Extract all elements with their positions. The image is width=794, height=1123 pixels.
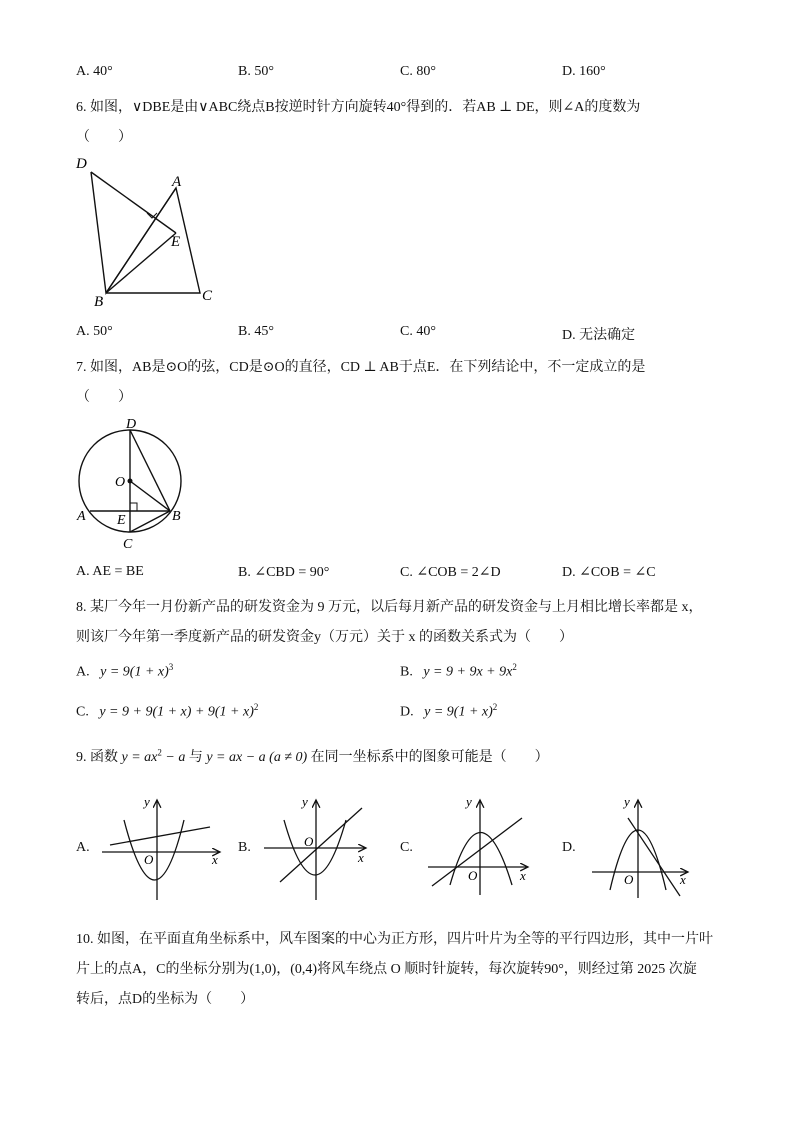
q8-option-b-exponent: 2	[512, 662, 517, 672]
q7-label-o: O	[115, 475, 126, 490]
q8-option-d-label: D.	[400, 704, 414, 720]
q9-graph-a-x-label: x	[212, 852, 218, 867]
q6-label-e: E	[171, 234, 181, 250]
q5-option-b: B. 50°	[238, 64, 274, 79]
q9-option-d-label: D.	[562, 840, 576, 855]
q9-function-1-exponent: 2	[157, 747, 162, 758]
q8-option-a	[76, 662, 173, 681]
q8-option-c	[76, 702, 258, 721]
q7-label-b: B	[172, 509, 181, 524]
q9-graph-b	[264, 800, 366, 900]
q9-option-b-label: B.	[238, 840, 251, 855]
q9-graph-b-x-label: x	[358, 850, 364, 865]
q6-label-d: D	[76, 156, 87, 172]
q9-stem-mid: 与	[188, 750, 203, 765]
q8-option-a-exponent: 3	[168, 662, 174, 672]
q6-option-d: D. 无法确定	[562, 328, 636, 343]
q10-stem-line1: 10. 如图，在平面直角坐标系中，风车图案的中心为正方形，四片叶片为全等的平行四边形，其中一片叶	[76, 932, 713, 947]
q9-option-c-label: C.	[400, 840, 413, 855]
q6-option-a: A. 50°	[76, 324, 113, 339]
q7-label-a: A	[77, 509, 86, 524]
q8-option-b-label: B.	[400, 664, 413, 680]
q9-graph-d-y-label: y	[624, 794, 630, 809]
q5-option-a: A. 40°	[76, 64, 113, 79]
q9-function-1: y = ax	[121, 750, 158, 765]
q7-option-b: B. ∠CBD = 90°	[238, 565, 330, 580]
q9-graph-c-x-label: x	[520, 868, 526, 883]
q10-stem-line3: 转后，点D的坐标为（ ）	[76, 992, 255, 1007]
q9-graph-c-y-label: y	[466, 794, 472, 809]
q9-graph-d	[592, 800, 688, 898]
q8-option-d-exponent: 2	[492, 702, 498, 712]
q8-option-b	[400, 662, 517, 681]
q9-graph-b-origin: O	[304, 834, 314, 849]
q9-graph-c-origin: O	[468, 868, 478, 883]
q9-function-1-rest: − a	[161, 750, 186, 765]
q6-label-c: C	[202, 288, 213, 304]
q5-option-c: C. 80°	[400, 64, 436, 79]
q9-graph-b-y-label: y	[302, 794, 308, 809]
q7-label-c: C	[123, 537, 133, 552]
q8-option-c-exponent: 2	[253, 702, 259, 712]
q8-option-a-formula: y = 9(1 + x)	[100, 664, 169, 680]
q10-stem-line2: 片上的点A，C的坐标分别为(1,0)，(0,4)将风车绕点 O 顺时针旋转，每次旋转90°，则经过第 2025 次旋	[76, 962, 697, 977]
q7-label-d: D	[126, 417, 137, 432]
q8-option-d	[400, 702, 497, 721]
q6-stem: 6. 如图，∨DBE是由∨ABC绕点B按逆时针方向旋转40°得到的．若AB ⊥ DE，则∠A的度数为	[76, 100, 641, 115]
q6-option-b: B. 45°	[238, 324, 274, 339]
q7-answer-paren: （ ）	[76, 390, 132, 405]
q7-option-d: D. ∠COB = ∠C	[562, 565, 656, 580]
q7-stem: 7. 如图，AB是⊙O的弦，CD是⊙O的直径，CD ⊥ AB于点E．在下列结论中，不一定成立的是	[76, 360, 646, 375]
q8-option-b-formula: y = 9 + 9x + 9x	[423, 664, 513, 680]
q9-stem-prefix: 9. 函数	[76, 750, 118, 765]
q6-option-c: C. 40°	[400, 324, 436, 339]
q8-option-a-label: A.	[76, 664, 90, 680]
q7-option-a: A. AE = BE	[76, 564, 144, 579]
q8-option-d-formula: y = 9(1 + x)	[424, 704, 493, 720]
q5-option-d: D. 160°	[562, 64, 606, 79]
q9-graph-d-x-label: x	[680, 872, 686, 887]
q9-option-a-label: A.	[76, 840, 90, 855]
q8-option-c-label: C.	[76, 704, 89, 720]
q8-stem-line2: 则该厂今年第一季度新产品的研发资金y（万元）关于 x 的函数关系式为（ ）	[76, 630, 573, 645]
q9-graph-d-origin: O	[624, 872, 634, 887]
q9-graph-c	[428, 800, 528, 895]
q8-stem-line1: 8. 某厂今年一月份新产品的研发资金为 9 万元，以后每月新产品的研发资金与上月相比增长率都是 x，	[76, 600, 703, 615]
q9-stem-suffix: 在同一坐标系中的图象可能是（ ）	[310, 750, 549, 765]
q7-option-c: C. ∠COB = 2∠D	[400, 565, 501, 580]
q9-graph-a-y-label: y	[144, 794, 150, 809]
q8-option-c-formula: y = 9 + 9(1 + x) + 9(1 + x)	[99, 704, 254, 720]
q9-graph-a	[102, 800, 220, 900]
q9-function-2: y = ax − a (a ≠ 0)	[206, 750, 308, 765]
q6-label-a: A	[172, 174, 182, 190]
q7-label-e: E	[117, 513, 126, 528]
q9-graph-a-origin: O	[144, 852, 154, 867]
q9-stem	[76, 746, 549, 766]
q6-answer-paren: （ ）	[76, 130, 132, 145]
q6-label-b: B	[94, 294, 104, 310]
